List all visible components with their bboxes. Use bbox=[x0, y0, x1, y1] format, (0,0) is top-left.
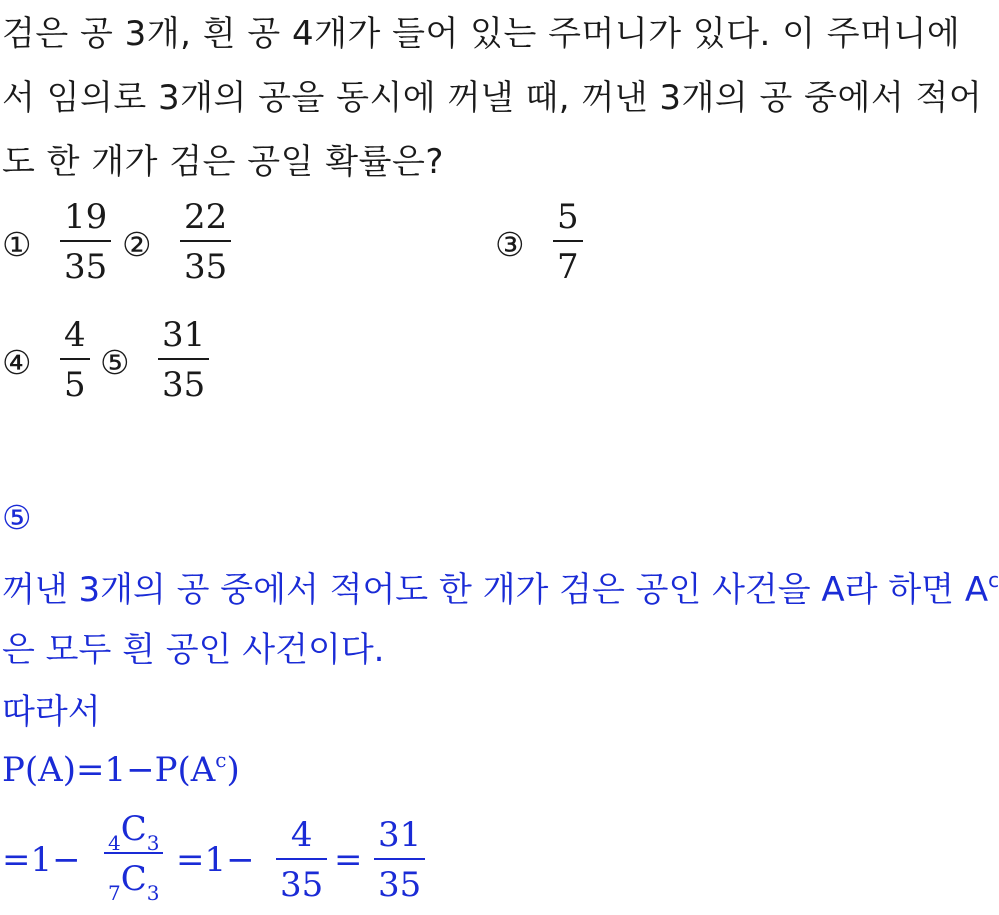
choice-2-mark[interactable]: ② bbox=[122, 225, 152, 264]
choice-4-fraction[interactable] bbox=[60, 315, 90, 405]
combination-fraction bbox=[104, 809, 163, 905]
choice-3-fraction[interactable] bbox=[553, 197, 583, 287]
choice-3-mark[interactable]: ③ bbox=[495, 225, 525, 264]
solution-answer: ⑤ bbox=[2, 498, 32, 537]
solution-line-3: 따라서 bbox=[2, 692, 101, 732]
choice-4-mark[interactable]: ④ bbox=[2, 343, 32, 382]
choice-1-numerator: 19 bbox=[64, 197, 108, 237]
choice-5-mark[interactable]: ⑤ bbox=[100, 343, 130, 382]
equation-2-equals: = bbox=[334, 840, 363, 880]
question-line-3: 도 한 개가 검은 공일 확률은? bbox=[2, 142, 444, 182]
choice-2-numerator: 22 bbox=[184, 197, 228, 237]
choice-3-numerator: 5 bbox=[557, 197, 579, 237]
choice-1-fraction[interactable] bbox=[60, 197, 111, 287]
equation-1-lhs: P(A)=1−P(A bbox=[2, 750, 216, 790]
choice-5-fraction[interactable] bbox=[158, 315, 209, 405]
combination-numerator: $_4C_3$ bbox=[108, 809, 160, 855]
solution-line-1 bbox=[2, 562, 999, 611]
combination-denominator: $_7C_3$ bbox=[108, 859, 160, 905]
equation-1 bbox=[2, 750, 240, 790]
question-line-1: 검은 공 3개, 흰 공 4개가 들어 있는 주머니가 있다. 이 주머니에 bbox=[2, 14, 961, 54]
choice-1-mark[interactable]: ① bbox=[2, 225, 32, 264]
equation-2-fraction-3-denominator: 35 bbox=[378, 865, 422, 905]
choice-3-denominator: 7 bbox=[557, 247, 579, 287]
equation-2-mid: =1− bbox=[176, 840, 255, 880]
complement-superscript: c bbox=[988, 568, 999, 592]
choice-2-denominator: 35 bbox=[184, 247, 228, 287]
solution-line-1-text: 꺼낸 3개의 공 중에서 적어도 한 개가 검은 공인 사건을 A라 하면 A bbox=[2, 570, 989, 610]
equation-2-fraction-3-numerator: 31 bbox=[378, 815, 422, 855]
choice-5-denominator: 35 bbox=[162, 365, 206, 405]
equation-2-fraction-2-numerator: 4 bbox=[290, 815, 313, 855]
equation-1-close: ) bbox=[226, 750, 240, 790]
equation-2-prefix: =1− bbox=[2, 840, 81, 880]
choice-5-numerator: 31 bbox=[162, 315, 206, 355]
question-line-2: 서 임의로 3개의 공을 동시에 꺼낼 때, 꺼낸 3개의 공 중에서 적어 bbox=[2, 78, 983, 118]
choice-2-fraction[interactable] bbox=[180, 197, 231, 287]
equation-2-fraction-2 bbox=[276, 815, 327, 905]
choice-1-denominator: 35 bbox=[64, 247, 108, 287]
equation-2-fraction-2-denominator: 35 bbox=[280, 865, 324, 905]
choice-4-denominator: 5 bbox=[64, 365, 86, 405]
solution-line-2: 은 모두 흰 공인 사건이다. bbox=[2, 630, 385, 670]
choice-4-numerator: 4 bbox=[64, 315, 86, 355]
complement-superscript: c bbox=[215, 748, 227, 772]
equation-2-fraction-3 bbox=[374, 815, 425, 905]
